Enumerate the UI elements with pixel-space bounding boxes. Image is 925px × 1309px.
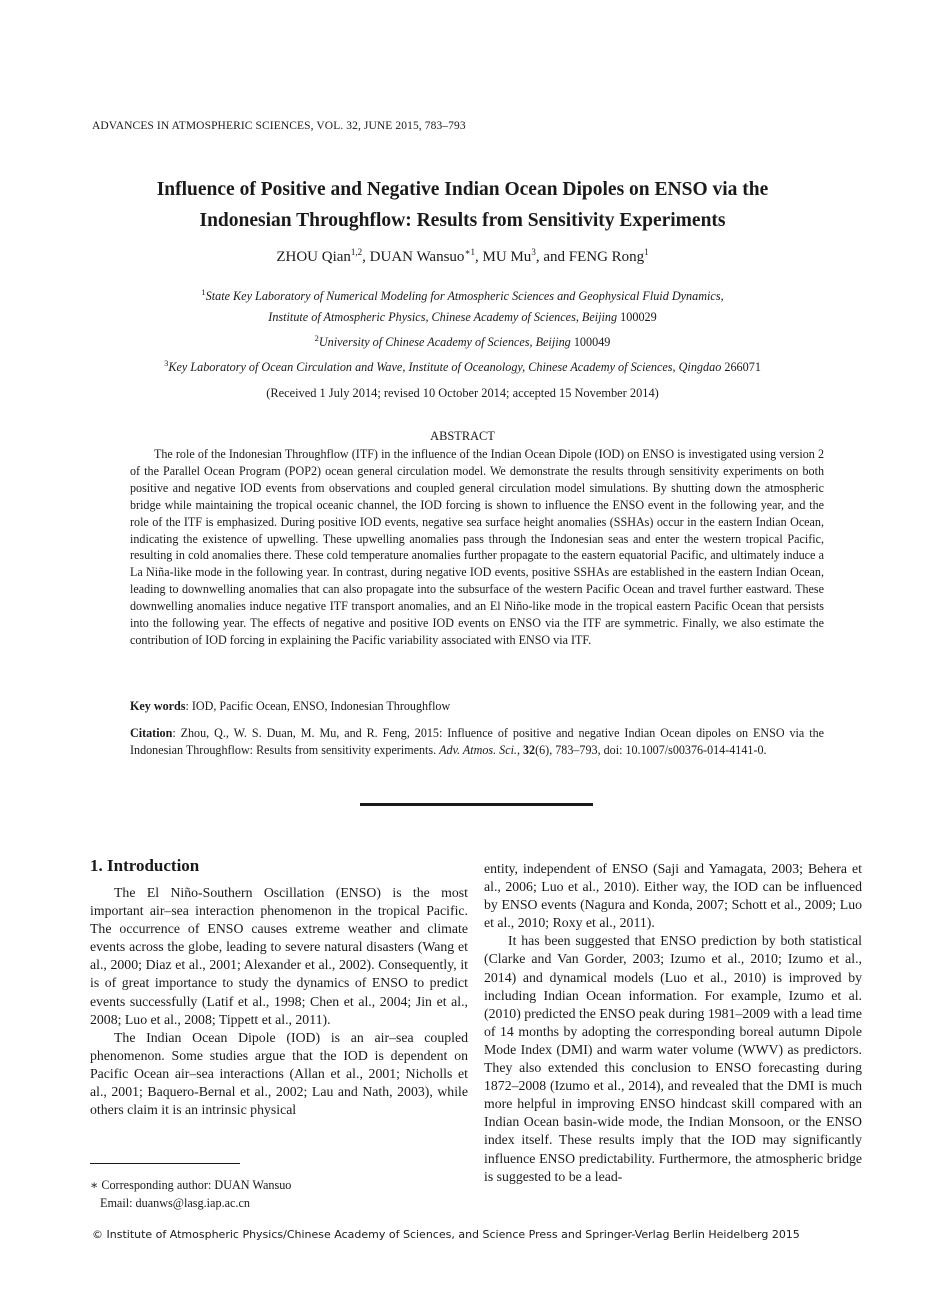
author-sup: 1,2	[350, 247, 363, 257]
citation-sep: ,	[516, 743, 523, 757]
left-column	[90, 884, 468, 1119]
keywords-label: Key words	[130, 699, 186, 713]
keywords	[130, 699, 824, 714]
paragraph: The Indian Ocean Dipole (IOD) is an air–sea coupled phenomenon. Some studies argue that the IOD is dependent on Pacific Ocean air–sea interactions (Allan et al., 2001; Nicholls et al., 2001; Baquero-Bernal et al., 2002; Lau and Nath, 2003), while others claim it is an intrinsic physical	[90, 1029, 468, 1118]
author-name: DUAN Wansuo	[369, 249, 465, 265]
section-heading: 1. Introduction	[90, 856, 200, 875]
aff-num: 3	[164, 358, 169, 369]
citation-label: Citation	[130, 726, 173, 740]
citation-text: : Zhou, Q., W. S. Duan, M. Mu, and R. Feng, 2015: Influence of positive and negative Indian Ocean dipoles on ENSO via the Indonesian Throughflow: Results from sensitivity experiments.	[130, 726, 824, 757]
received-dates: (Received 1 July 2014; revised 10 October 2014; accepted 15 November 2014)	[266, 386, 659, 400]
aff-text: Institute of Atmospheric Physics, Chinese Academy of Sciences, Beijing	[268, 310, 618, 325]
abstract-heading: ABSTRACT	[430, 429, 495, 443]
footnote	[90, 1177, 291, 1212]
author-sep: , and	[535, 249, 569, 265]
aff-num: 1	[201, 287, 206, 297]
aff-zip: 266071	[721, 360, 761, 375]
paper-title	[60, 174, 865, 236]
aff-text: Key Laboratory of Ocean Circulation and Wave, Institute of Oceanology, Chinese Academy of Sciences, Qingdao	[168, 360, 722, 375]
paragraph: The El Niño-Southern Oscillation (ENSO) is the most important air–sea interaction phenomenon in the tropical Pacific. The occurrence of ENSO causes extreme weather and climate events across the globe, leading to severe natural disasters (Wang et al., 2000; Diaz et al., 2001; Alexander et al., 2002). Consequently, it is of great importance to study the dynamics of ENSO to predict events successfully (Latif et al., 1998; Chen et al., 2004; Jin et al., 2008; Luo et al., 2008; Tippett et al., 2011).	[90, 885, 468, 1027]
aff-zip: 100049	[570, 335, 611, 350]
footnote-email: Email: duanws@lasg.iap.ac.cn	[100, 1195, 250, 1210]
affiliation-3	[60, 353, 865, 378]
footnote-rule	[90, 1163, 240, 1164]
citation-journal: Adv. Atmos. Sci.	[439, 743, 517, 757]
affiliation-1-cont	[60, 307, 865, 328]
journal-header: ADVANCES IN ATMOSPHERIC SCIENCES, VOL. 32, JUNE 2015, 783–793	[92, 120, 466, 132]
footnote-author: ∗ Corresponding author: DUAN Wansuo	[90, 1178, 292, 1192]
paragraph: It has been suggested that ENSO prediction by both statistical (Clarke and Van Gorder, 2003; Izumo et al., 2010; Izumo et al., 2014) and dynamical models (Luo et al., 2010) is improved by including Indian Ocean information. For example, Izumo et al. (2010) predicted the ENSO peak during 1981–2009 with a lead time of 14 months by adopting the corresponding boreal autumn Dipole Mode Index (DMI) and warm water volume (WWV) as predictors. They also extended this conclusion to ENSO forecasting during 1872–2008 (Izumo et al., 2014), and revealed that the DMI is much more helpful in improving ENSO hindcast skill compared with an Indian Ocean basin-wide mode, the Indian Monsoon, or the ENSO index itself. These results imply that the IOD may significantly influence ENSO predictability. Furthermore, the atmospheric bridge is suggested to be a lead-	[484, 933, 862, 1184]
title-line-1: Influence of Positive and Negative Indian Ocean Dipoles on ENSO via the	[156, 179, 769, 200]
paragraph: entity, independent of ENSO (Saji and Yamagata, 2003; Behera et al., 2006; Luo et al., 2010). Either way, the IOD can be influenced by ENSO events (Nagura and Konda, 2007; Schott et al., 2009; Luo et al., 2010; Roxy et al., 2011).	[484, 861, 862, 931]
author-sup: ∗1	[464, 247, 476, 257]
author-name: MU Mu	[482, 249, 532, 265]
author-list	[60, 247, 865, 266]
citation	[130, 725, 824, 759]
citation-volume: 32	[523, 743, 536, 757]
affiliation-2	[60, 328, 865, 353]
aff-zip: 100029	[617, 310, 657, 325]
title-line-2: Indonesian Throughflow: Results from Sensitivity Experiments	[199, 210, 726, 231]
keywords-text: : IOD, Pacific Ocean, ENSO, Indonesian Throughflow	[185, 699, 451, 713]
aff-text: State Key Laboratory of Numerical Modeling for Atmospheric Sciences and Geophysical Fluid Dynamics,	[205, 289, 724, 304]
author-sup: 3	[531, 247, 536, 257]
author-name: FENG Rong	[568, 249, 645, 265]
section-divider	[360, 803, 593, 806]
author-name: ZHOU Qian	[276, 249, 351, 265]
author-sep: ,	[362, 249, 370, 265]
abstract-text: The role of the Indonesian Throughflow (ITF) in the influence of the Indian Ocean Dipole (IOD) on ENSO is investigated using version 2 of the Parallel Ocean Program (POP2) ocean general circulation model. We demonstrate the results through sensitivity experiments on both positive and negative IOD events from observations and coupled general circulation model simulations. By shutting down the atmospheric bridge while maintaining the tropical oceanic channel, the IOD forcing is shown to influence the ENSO event in the following year, and the role of the ITF is emphasized. During positive IOD events, negative sea surface height anomalies (SSHAs) occur in the eastern Indian Ocean, indicating the existence of upwelling. These upwelling anomalies pass through the Indonesian seas and enter the western tropical Pacific, resulting in cold anomalies there. These cold temperature anomalies further propagate to the eastern equatorial Pacific, and ultimately induce a La Niña-like mode in the following year. In contrast, during negative IOD events, positive SSHAs are established in the eastern Indian Ocean, leading to downwelling anomalies that can also propagate into the subsurface of the western Pacific Ocean and travel further eastward. These downwelling anomalies induce negative ITF transport anomalies, and an El Niño-like mode in the tropical eastern Pacific Ocean that persists into the following year. The effects of negative and positive IOD events on ENSO via the ITF are symmetric. Finally, we also estimate the contribution of IOD forcing in explaining the Pacific variability associated with ENSO via ITF.	[130, 447, 824, 647]
aff-text: University of Chinese Academy of Sciences, Beijing	[318, 335, 571, 350]
affiliations	[60, 282, 865, 378]
citation-doi: (6), 783–793, doi: 10.1007/s00376-014-4141-0.	[535, 743, 767, 757]
copyright-notice: © Institute of Atmospheric Physics/Chinese Academy of Sciences, and Science Press and Springer-Verlag Berlin Heidelberg 2015	[92, 1228, 800, 1241]
author-sep: ,	[475, 249, 483, 265]
right-column	[484, 860, 862, 1186]
affiliation-1	[60, 282, 865, 307]
author-sup: 1	[644, 247, 649, 257]
aff-num: 2	[314, 333, 319, 344]
